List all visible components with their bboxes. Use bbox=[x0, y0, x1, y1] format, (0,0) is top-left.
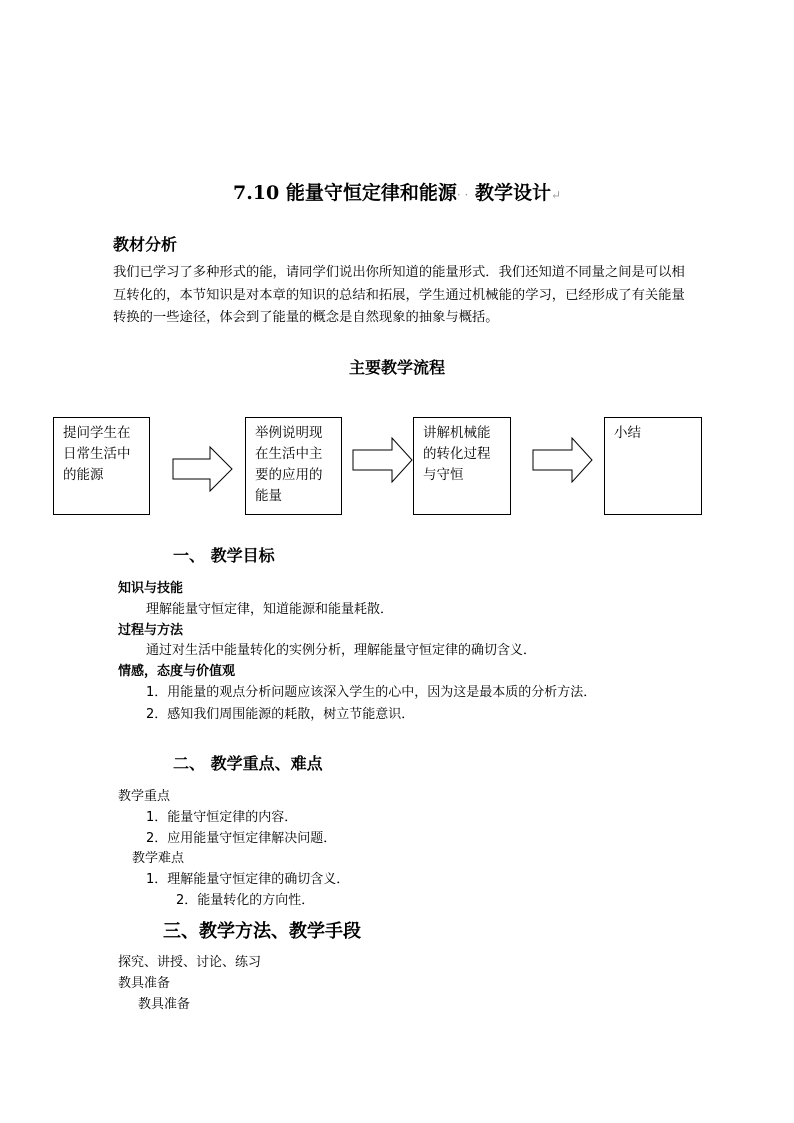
tools-label-indented: 教具准备 bbox=[138, 997, 191, 1012]
paragraph-return-icon: ↵ bbox=[550, 188, 562, 202]
emotion-item-2: 2．感知我们周围能源的耗散，树立节能意识． bbox=[146, 707, 415, 722]
title-suffix: 教学设计 bbox=[474, 182, 551, 204]
flow-step-line: 举例说明现 bbox=[255, 425, 323, 441]
flow-step-1 bbox=[53, 417, 150, 515]
methods-heading: 三、教学方法、教学手段 bbox=[163, 921, 361, 942]
flow-step-line: 与守恒 bbox=[423, 467, 464, 483]
flow-step-line: 能量 bbox=[255, 488, 282, 504]
keypoints-heading: 二、 教学重点、难点 bbox=[173, 754, 323, 773]
focus-label: 教学重点 bbox=[118, 789, 171, 804]
flow-step-line: 日常生活中 bbox=[63, 446, 131, 462]
material-heading: 教材分析 bbox=[113, 235, 178, 254]
difficulty-label: 教学难点 bbox=[132, 851, 185, 866]
material-paragraph: 我们已学习了多种形式的能，请同学们说出你所知道的能量形式．我们还知道不同量之间是可以相互转化的，本节知识是对本章的知识的总结和拓展，学生通过机械能的学习，已经形成了有关能量转换的一些途径，体会到了能量的概念是自然现象的抽象与概括。 bbox=[113, 265, 685, 325]
flow-step-line: 的能源 bbox=[63, 467, 104, 483]
focus-item-1: 1．能量守恒定律的内容． bbox=[146, 810, 298, 825]
flow-step-line: 小结 bbox=[614, 425, 641, 441]
title-main: 7.10 能量守恒定律和能源 bbox=[232, 182, 457, 204]
flow-arrow-icon bbox=[532, 437, 594, 483]
process-label: 过程与方法 bbox=[118, 623, 184, 638]
emotion-label: 情感，态度与价值观 bbox=[118, 664, 236, 679]
process-text: 通过对生活中能量转化的实例分析，理解能量守恒定律的确切含义． bbox=[146, 643, 537, 658]
focus-item-2: 2．应用能量守恒定律解决问题． bbox=[146, 831, 337, 846]
flow-arrow-icon bbox=[172, 445, 234, 493]
emotion-item-1: 1．用能量的观点分析问题应该深入学生的心中，因为这是最本质的分析方法． bbox=[146, 685, 597, 700]
flow-step-2 bbox=[245, 417, 342, 515]
flow-step-line: 要的应用的 bbox=[255, 467, 323, 483]
tools-label: 教具准备 bbox=[118, 976, 171, 991]
goals-heading: 一、 教学目标 bbox=[173, 546, 275, 565]
knowledge-text: 理解能量守恒定律，知道能源和能量耗散． bbox=[146, 602, 394, 617]
difficulty-item-2: 2．能量转化的方向性． bbox=[176, 893, 315, 908]
flow-step-3 bbox=[413, 417, 511, 515]
flow-step-line: 在生活中主 bbox=[255, 446, 323, 462]
formatting-mark: · · bbox=[456, 188, 469, 202]
flow-step-line: 讲解机械能 bbox=[423, 425, 491, 441]
flow-step-line: 的转化过程 bbox=[423, 446, 491, 462]
flow-step-4 bbox=[604, 417, 702, 515]
flow-arrow-icon bbox=[352, 437, 414, 483]
methods-text: 探究、讲授、讨论、练习 bbox=[118, 955, 262, 970]
difficulty-item-1: 1．理解能量守恒定律的确切含义． bbox=[146, 872, 350, 887]
knowledge-label: 知识与技能 bbox=[118, 581, 184, 596]
flow-step-line: 提问学生在 bbox=[63, 425, 131, 441]
page-title bbox=[0, 178, 794, 205]
flow-heading: 主要教学流程 bbox=[348, 358, 445, 377]
